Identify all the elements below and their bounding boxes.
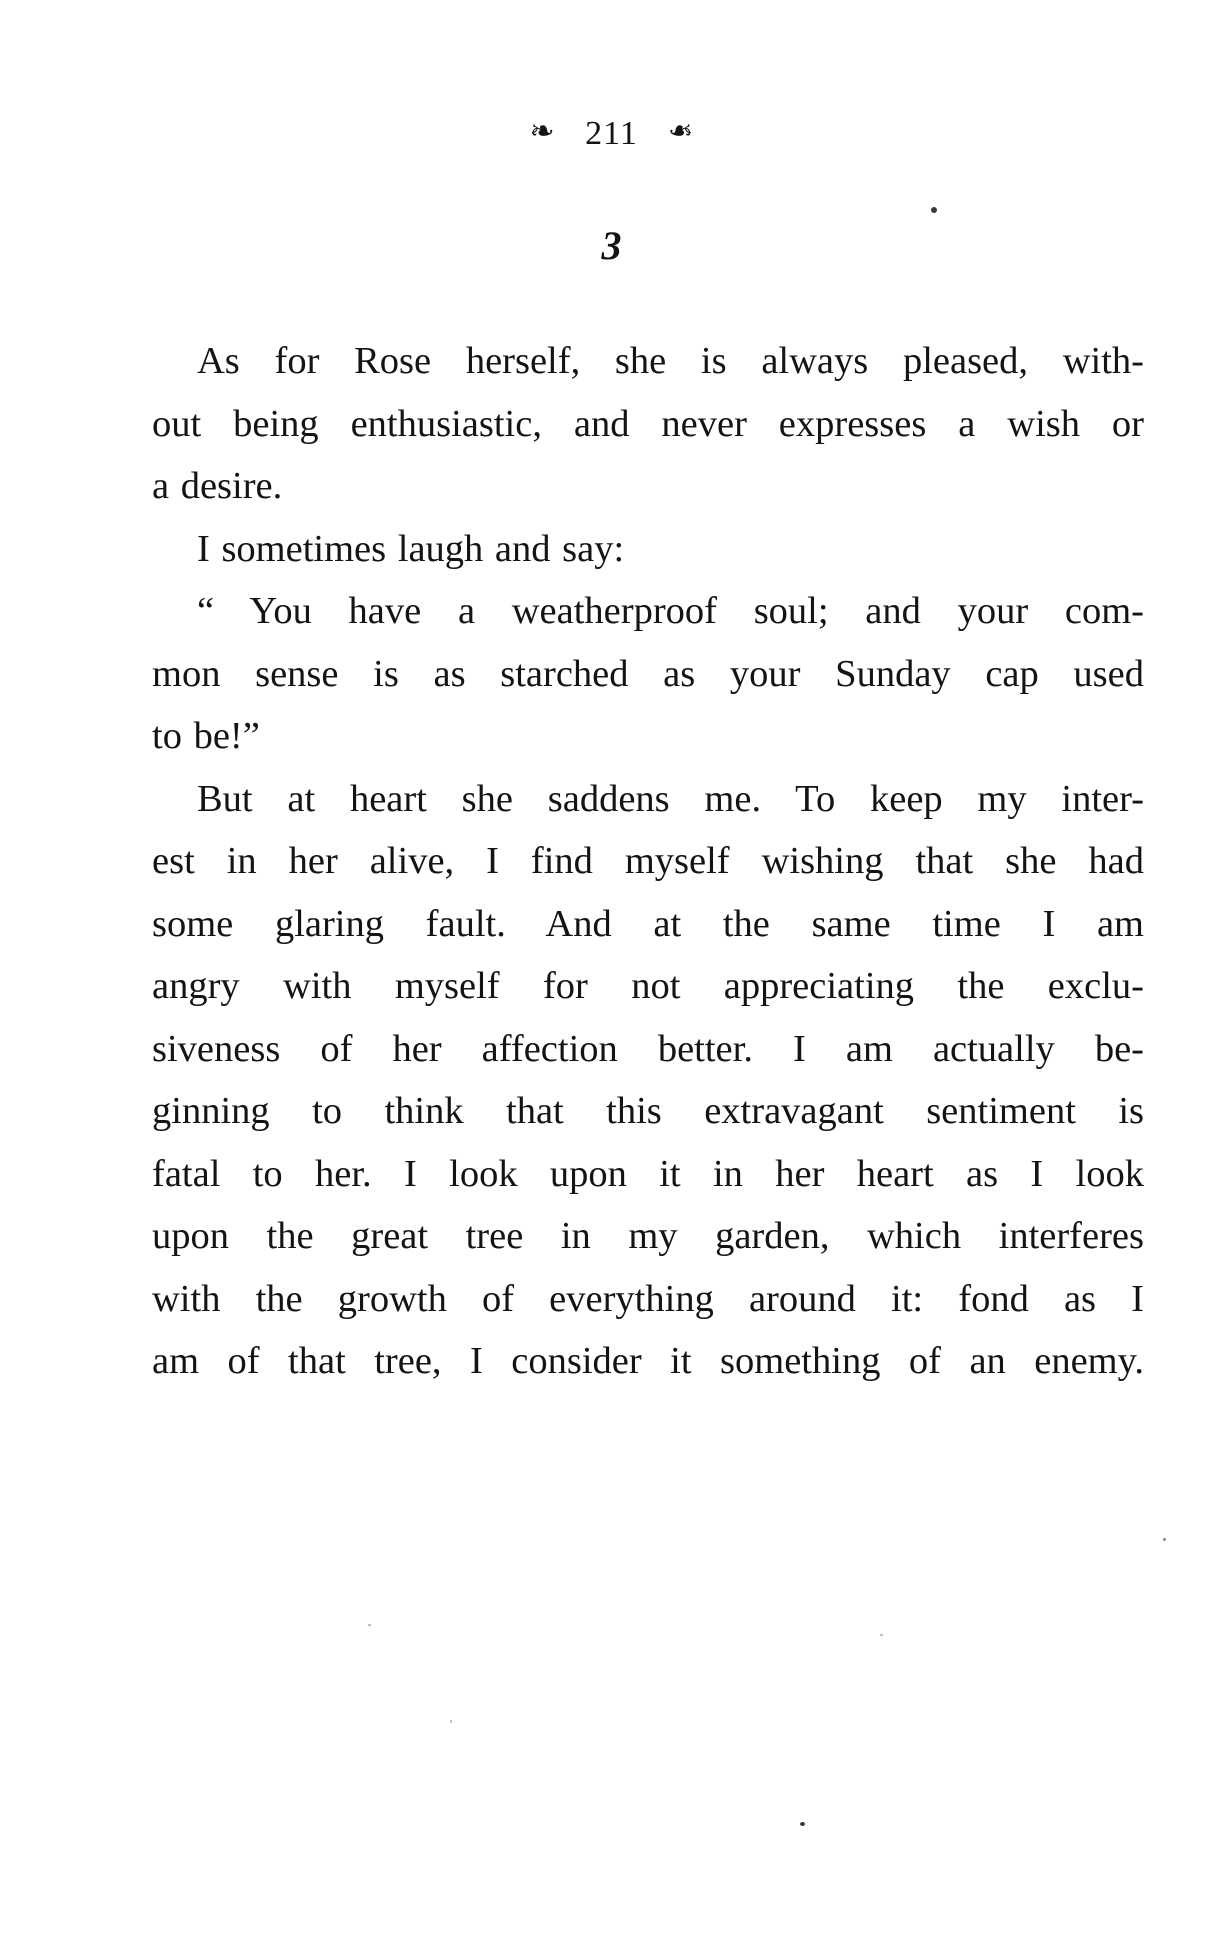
scan-speck [368,1624,371,1626]
text-line: siveness of her affection better. I am actually be- [152,1027,1144,1070]
scan-speck [880,1634,883,1636]
text-line: est in her alive, I find myself wishing that she had [152,840,1144,882]
page-header [0,112,1223,154]
fleuron-right-icon: ❧ [668,115,694,149]
text-line: with the growth of everything around it: fond as I [152,1277,1144,1320]
text-line: out being enthusiastic, and never expresses a wish or [152,402,1144,445]
scan-speck [450,1720,452,1723]
scan-speck [931,207,937,213]
fleuron-left-icon: ❧ [529,115,555,149]
signature-mark: 3 [601,223,622,268]
text-line: am of that tree, I consider it something of an enemy. [152,1340,1144,1382]
text-line: But at heart she saddens me. To keep my inter- [197,777,1144,820]
page-number: 211 [585,115,638,153]
text-line: upon the great tree in my garden, which interferes [152,1215,1144,1257]
scan-speck [800,1822,805,1826]
text-line: a desire. [152,465,283,507]
text-line: I sometimes laugh and say: [197,527,625,570]
text-line: ginning to think that this extravagant sentiment is [152,1090,1144,1132]
text-line: to be!” [152,715,260,757]
scan-speck [1163,1538,1166,1541]
text-line: angry with myself for not appreciating the exclu- [152,965,1144,1007]
text-line: As for Rose herself, she is always pleased, with- [197,340,1144,382]
text-line: some glaring fault. And at the same time I am [152,902,1144,945]
body-text [152,330,1144,1393]
text-line: mon sense is as starched as your Sunday cap used [152,652,1144,695]
text-line: “ You have a weatherproof soul; and your com- [197,590,1144,632]
text-line: fatal to her. I look upon it in her heart as I look [152,1152,1144,1195]
